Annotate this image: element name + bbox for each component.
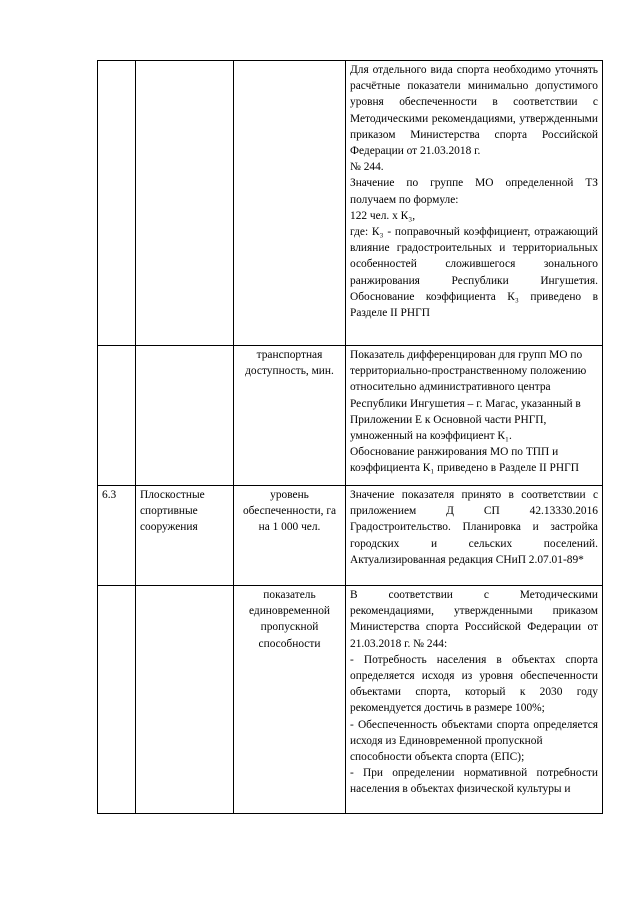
justification-cell [346,486,603,586]
row-number-cell [98,586,136,814]
object-name-cell: Плоскостные спортивные сооружения [136,486,234,586]
paragraph: 122 чел. х К₃, [350,209,416,222]
row-number-cell [98,346,136,486]
indicator-cell: показатель единовременной пропускной способности [234,586,346,814]
justification-cell [346,586,603,814]
table-row [98,586,603,814]
paragraph: Для отдельного вида спорта необходимо уточнять расчётные показатели минимально допустимого уровня обеспеченности в соответствии с Методическими рекомендациями, утвержденными приказом Министерства спорта Российской Федерации от 21.03.2018 г. [350,64,598,158]
object-name-cell [136,61,234,346]
standards-table [97,60,603,814]
row-number-cell [98,61,136,346]
paragraph: Обоснование ранжирования МО по ТПП и коэффициента К₁ приведено в Разделе II РНГП [350,446,579,475]
row-number-cell: 6.3 [98,486,136,586]
table-row [98,61,603,346]
paragraph: где: К₃ - поправочный коэффициент, отражающий влияние градостроительных и территориальных особенностей сложившегося зонального ранжирования Республики Ингушетия. Обоснование коэффициента К₃ приведено в Разделе II РНГП [350,226,598,320]
table-row [98,346,603,486]
justification-cell [346,61,603,346]
indicator-cell: транспортная доступность, мин. [234,346,346,486]
paragraph: - Обеспеченность объектами спорта определяется исходя из Единовременной пропускной [350,718,598,747]
indicator-cell [234,61,346,346]
paragraph: Значение показателя принято в соответствии с приложением Д СП 42.13330.2016 Градостроительство. Планировка и застройка городских и сельских поселений. Актуализированная редакция СНиП 2.07.01-89* [350,489,598,566]
justification-cell [346,346,603,486]
indicator-cell: уровень обеспеченности, га на 1 000 чел. [234,486,346,586]
paragraph: способности объекта спорта (ЕПС); [350,751,525,764]
paragraph: - Потребность населения в объектах спорта определяется исходя из уровня обеспеченности объектами спорта, который к 2030 году рекомендуется достичь в размере 100%; [350,653,598,715]
paragraph: В соответствии с Методическими рекомендациями, утвержденными приказом Министерства спорта Российской Федерации от 21.03.2018 г. № 244: [350,589,598,650]
paragraph: Показатель дифференцирован для групп МО по территориально-пространственному положению относительно административного центра Республики Ингушетия – г. Магас, указанный в Приложении Е к Основной части РНГП, умноженный на коэффициент К₁. [350,349,587,443]
table-row [98,486,603,586]
paragraph: - При определении нормативной потребности населения в объектах физической культуры и [350,767,598,796]
object-name-cell [136,346,234,486]
object-name-cell [136,586,234,814]
paragraph: Значение по группе МО определенной ТЗ получаем по формуле: [350,177,598,206]
paragraph: № 244. [350,161,384,174]
